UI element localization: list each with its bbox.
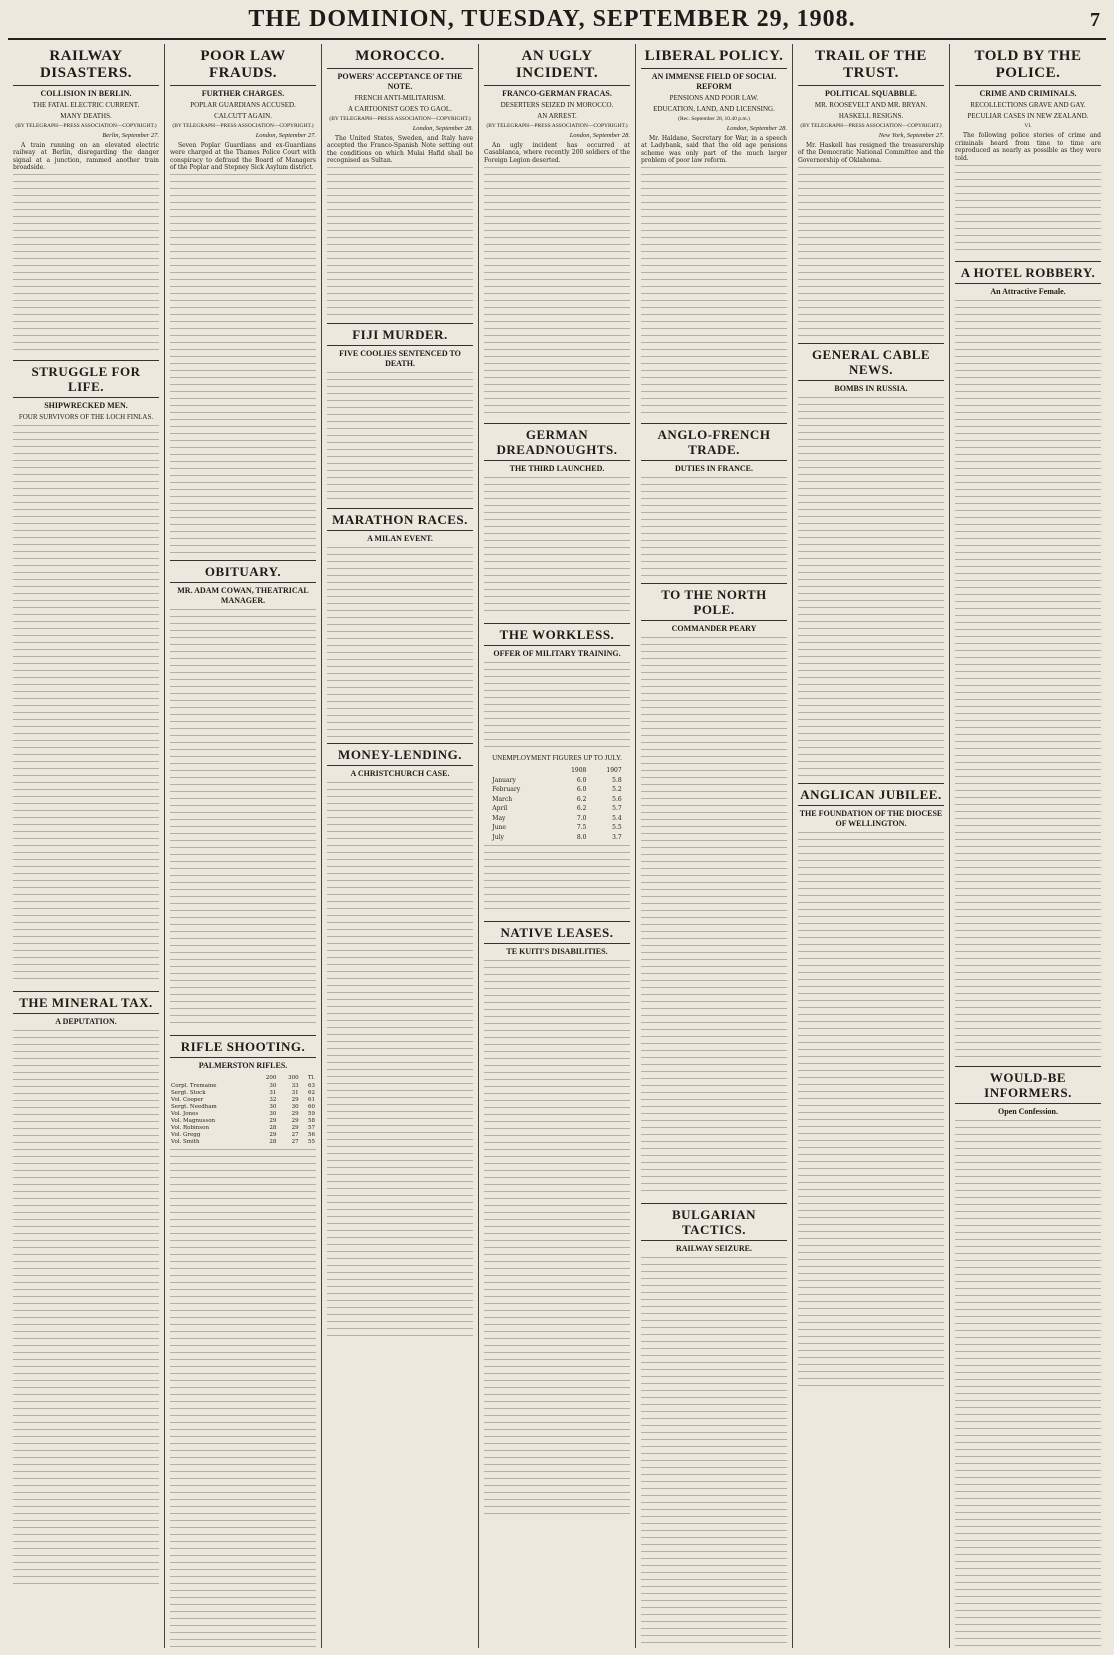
score-total: 60: [308, 1104, 315, 1111]
section-headline: GENERAL CABLE NEWS.: [798, 343, 944, 381]
section-headline: FIJI MURDER.: [327, 323, 473, 346]
columns: [8, 44, 1106, 1648]
body-text-block: [13, 174, 159, 354]
section-headline: STRUGGLE FOR LIFE.: [13, 360, 159, 398]
story-paragraph: The following police stories of crime and criminals heard from time to time are reproduced as nearly as possible as they were told.: [955, 132, 1101, 162]
unemployment-table: [491, 766, 622, 842]
story-headline: LIBERAL POLICY.: [641, 46, 787, 69]
body-text-block: [13, 1030, 159, 1590]
score-total: 56: [308, 1132, 315, 1139]
score-300: 31: [291, 1090, 299, 1097]
section-dek: A DEPUTATION.: [55, 1017, 117, 1027]
story-headline: MOROCCO.: [327, 46, 473, 69]
section-headline: RIFLE SHOOTING.: [170, 1035, 316, 1058]
unemployment-title: UNEMPLOYMENT FIGURES UP TO JULY.: [492, 754, 622, 763]
unemp-1908: 8.0: [576, 833, 587, 841]
score-200: 32: [269, 1097, 277, 1104]
body-text-block: [955, 300, 1101, 1060]
story-headline: RAILWAY DISASTERS.: [13, 46, 159, 86]
story-headline: TOLD BY THE POLICE.: [955, 46, 1101, 86]
score-300: 29: [291, 1097, 299, 1104]
body-text-block: [484, 960, 630, 1520]
unemp-head-month: [491, 766, 552, 776]
dateline: London, September 28.: [569, 132, 630, 140]
wire-credit: (BY TELEGRAPH—PRESS ASSOCIATION—COPYRIGHT.): [15, 123, 157, 129]
score-row: [170, 1132, 316, 1139]
body-text-block: [641, 1257, 787, 1648]
score-name: Vol. Cooper: [171, 1097, 204, 1104]
story-headline: POOR LAW FRAUDS.: [170, 46, 316, 86]
section-dek: MR. ADAM COWAN, THEATRICAL MANAGER.: [177, 586, 309, 606]
section-headline: NATIVE LEASES.: [484, 921, 630, 944]
story-subhead-2: CALCUTT AGAIN.: [214, 112, 272, 120]
story-dek: AN IMMENSE FIELD OF SOCIAL REFORM: [651, 72, 777, 91]
dateline: New York, September 27.: [878, 132, 944, 140]
masthead-title: THE DOMINION, TUESDAY, SEPTEMBER 29, 1908.: [248, 6, 856, 32]
unemp-1907: 5.4: [612, 814, 622, 822]
story-dek: FRANCO-GERMAN FRACAS.: [502, 89, 612, 98]
story-subhead-2: A CARTOONIST GOES TO GAOL.: [348, 105, 452, 113]
unemp-row: [491, 785, 622, 795]
story-dek: COLLISION IN BERLIN.: [40, 89, 132, 98]
score-300: 29: [291, 1111, 299, 1118]
section-dek: PALMERSTON RIFLES.: [198, 1061, 288, 1071]
score-row: [170, 1139, 316, 1146]
score-200: 28: [269, 1139, 277, 1146]
score-200: 29: [269, 1132, 277, 1139]
story-headline: TRAIL OF THE TRUST.: [798, 46, 944, 86]
score-300: 30: [291, 1104, 299, 1111]
wire-credit: (BY TELEGRAPH—PRESS ASSOCIATION—COPYRIGHT.): [329, 116, 471, 122]
score-200: 30: [269, 1111, 277, 1118]
wire-credit: (BY TELEGRAPH—PRESS ASSOCIATION—COPYRIGHT.): [172, 123, 314, 129]
score-row: [170, 1097, 316, 1104]
score-col-200: 200: [265, 1075, 277, 1082]
wire-credit: (BY TELEGRAPH—PRESS ASSOCIATION—COPYRIGHT.): [486, 123, 628, 129]
section-headline: ANGLICAN JUBILEE.: [798, 783, 944, 806]
body-text-block: [327, 547, 473, 737]
wire-credit: (Rec. September 28, 10.40 p.m.): [678, 116, 750, 122]
score-row: [170, 1090, 316, 1097]
score-300: 33: [291, 1083, 299, 1090]
score-total: 61: [308, 1097, 315, 1104]
story-subhead: MR. ROOSEVELT AND MR. BRYAN.: [814, 101, 928, 109]
unemp-1907: 5.5: [612, 824, 622, 832]
section-headline: THE MINERAL TAX.: [13, 991, 159, 1014]
story-dek: FURTHER CHARGES.: [201, 89, 285, 98]
wire-credit: (BY TELEGRAPH—PRESS ASSOCIATION—COPYRIGHT.): [800, 123, 942, 129]
unemp-head-1908: 1908: [571, 767, 587, 775]
section-headline: MONEY-LENDING.: [327, 743, 473, 766]
section-headline: OBITUARY.: [170, 560, 316, 583]
unemp-1908: 7.5: [576, 824, 587, 832]
score-row: [170, 1083, 316, 1090]
score-total: 62: [308, 1090, 315, 1097]
unemp-1907: 5.6: [612, 795, 622, 803]
unemp-1908: 6.2: [576, 795, 587, 803]
section-headline: THE WORKLESS.: [484, 623, 630, 646]
story-subhead-2: EDUCATION, LAND, AND LICENSING.: [653, 105, 775, 113]
story-dek: CRIME AND CRIMINALS.: [979, 89, 1077, 98]
score-table: [170, 1074, 316, 1146]
story-subhead: THE FATAL ELECTRIC CURRENT.: [32, 101, 140, 109]
story-paragraph: A train running on an elevated electric railway at Berlin, disregarding the danger signal at a junction, rammed another train broadside.: [13, 141, 159, 172]
unemp-1908: 6.0: [576, 776, 587, 784]
story-subhead-2: AN ARREST.: [537, 112, 577, 120]
dateline: Berlin, September 27.: [102, 132, 159, 140]
unemp-header: [491, 766, 622, 776]
unemp-1907: 5.2: [612, 786, 622, 794]
body-text-block: [955, 1120, 1101, 1648]
score-name: Vol. Jones: [171, 1111, 199, 1118]
column-poor-law-frauds: [165, 44, 322, 1648]
story-dek: POLITICAL SQUABBLE.: [824, 89, 918, 98]
body-text-block: [484, 845, 630, 915]
section-dek: THE THIRD LAUNCHED.: [509, 464, 605, 474]
column-railway-disasters: [8, 44, 165, 1648]
score-200: 30: [269, 1083, 277, 1090]
story-subhead: RECOLLECTIONS GRAVE AND GAY.: [970, 101, 1086, 109]
body-text-block: [327, 372, 473, 502]
unemp-1908: 6.0: [576, 786, 587, 794]
body-text-block: [798, 397, 944, 777]
section-dek: BOMBS IN RUSSIA.: [834, 384, 908, 394]
column-trail-of-the-trust: [793, 44, 950, 1648]
section-dek: RAILWAY SEIZURE.: [675, 1244, 753, 1254]
story-subhead-2: MANY DEATHS.: [60, 112, 112, 120]
column-liberal-policy: [636, 44, 793, 1648]
score-name: Vol. Smith: [171, 1139, 200, 1146]
page-number: 7: [1089, 9, 1100, 31]
score-table-header: [170, 1074, 316, 1083]
body-text-block: [170, 1149, 316, 1648]
story-subhead: FRENCH ANTI-MILITARISM.: [354, 94, 446, 102]
section-dek: OFFER OF MILITARY TRAINING.: [493, 649, 621, 659]
section-headline: TO THE NORTH POLE.: [641, 583, 787, 621]
score-total: 55: [308, 1139, 315, 1146]
section-headline: GERMAN DREADNOUGHTS.: [484, 423, 630, 461]
unemp-row: [491, 823, 622, 833]
score-total: 59: [308, 1111, 315, 1118]
unemp-month: March: [492, 795, 513, 803]
score-name: Sergt. Needham: [171, 1104, 217, 1111]
story-dek: POWERS' ACCEPTANCE OF THE NOTE.: [337, 72, 463, 91]
unemp-month: June: [492, 824, 506, 832]
section-headline: BULGARIAN TACTICS.: [641, 1203, 787, 1241]
section-headline: ANGLO-FRENCH TRADE.: [641, 423, 787, 461]
unemp-row: [491, 814, 622, 824]
section-subhead: FOUR SURVIVORS OF THE LOCH FINLAS.: [18, 413, 154, 422]
body-text-block: [170, 174, 316, 554]
body-text-block: [13, 425, 159, 985]
story-paragraph: Mr. Haskell has resigned the treasurership of the Democratic National Committee and the Governorship of Oklahoma.: [798, 141, 944, 164]
score-total: 57: [308, 1125, 315, 1132]
section-dek: DUTIES IN FRANCE.: [674, 464, 753, 474]
unemp-month: July: [492, 833, 504, 841]
body-text-block: [641, 637, 787, 1197]
body-text-block: [641, 167, 787, 417]
column-morocco: [322, 44, 479, 1648]
body-text-block: [170, 609, 316, 1029]
score-name: Vol. Magnusson: [171, 1118, 216, 1125]
dateline: London, September 28.: [412, 125, 473, 133]
score-200: 28: [269, 1125, 277, 1132]
section-dek: A CHRISTCHURCH CASE.: [350, 769, 450, 779]
score-row: [170, 1118, 316, 1125]
body-text-block: [327, 167, 473, 317]
section-headline: MARATHON RACES.: [327, 508, 473, 531]
body-text-block: [484, 167, 630, 417]
score-300: 29: [291, 1125, 299, 1132]
unemp-month: April: [492, 805, 508, 813]
story-subhead-2: HASKELL RESIGNS.: [838, 112, 904, 120]
score-row: [170, 1125, 316, 1132]
section-headline: WOULD-BE INFORMERS.: [955, 1066, 1101, 1104]
unemp-month: May: [492, 814, 506, 822]
story-subhead: POPLAR GUARDIANS ACCUSED.: [190, 101, 296, 109]
body-text-block: [327, 782, 473, 1342]
body-text-block: [798, 832, 944, 1392]
unemp-1908: 7.0: [576, 814, 587, 822]
unemp-row: [491, 804, 622, 814]
story-paragraph: Mr. Haldane, Secretary for War, in a speech at Ladybank, said that the old age pensions scheme was only part of the much larger problem of poor law reform.: [641, 134, 787, 165]
score-200: 30: [269, 1104, 277, 1111]
score-300: 27: [291, 1132, 299, 1139]
section-dek: FIVE COOLIES SENTENCED TO DEATH.: [339, 349, 461, 369]
dateline: London, September 28.: [726, 125, 787, 133]
unemp-row: [491, 776, 622, 786]
score-col-300: 300: [288, 1075, 299, 1082]
unemp-month: January: [492, 776, 516, 784]
dateline: London, September 27.: [255, 132, 316, 140]
section-dek: A MILAN EVENT.: [367, 534, 433, 544]
column-ugly-incident: [479, 44, 636, 1648]
section-dek: SHIPWRECKED MEN.: [44, 401, 128, 411]
score-300: 27: [291, 1139, 299, 1146]
score-col-name: [170, 1074, 255, 1083]
score-row: [170, 1111, 316, 1118]
score-total: 63: [308, 1083, 315, 1090]
body-text-block: [798, 167, 944, 337]
score-name: Vol. Gregg: [171, 1132, 201, 1139]
score-col-total: Tl.: [307, 1075, 315, 1082]
score-name: Sergt. Stock: [171, 1090, 206, 1097]
unemp-month: February: [492, 786, 521, 794]
unemp-1907: 5.8: [612, 776, 622, 784]
masthead: [8, 6, 1106, 40]
body-text-block: [641, 477, 787, 577]
story-subhead-2: PECULIAR CASES IN NEW ZEALAND.: [967, 112, 1089, 120]
body-text-block: [484, 662, 630, 752]
story-paragraph: The United States, Sweden, and Italy have accepted the Franco-Spanish Note setting out the conditions on which Mulai Hafid shall be recognised as Sultan.: [327, 134, 473, 165]
unemp-1907: 3.7: [612, 833, 622, 841]
series-number: VI.: [1024, 123, 1032, 129]
score-200: 31: [269, 1090, 277, 1097]
score-300: 29: [291, 1118, 299, 1125]
unemp-1907: 5.7: [612, 805, 622, 813]
section-dek: COMMANDER PEARY: [671, 624, 757, 634]
score-name: Corpl. Tremaine: [171, 1083, 217, 1090]
score-200: 29: [269, 1118, 277, 1125]
section-dek: THE FOUNDATION OF THE DIOCESE OF WELLINGTON.: [799, 809, 943, 829]
story-headline: AN UGLY INCIDENT.: [484, 46, 630, 86]
column-told-by-the-police: [950, 44, 1106, 1648]
unemp-1908: 6.2: [576, 805, 587, 813]
section-headline: A HOTEL ROBBERY.: [955, 261, 1101, 284]
story-subhead: DESERTERS SEIZED IN MOROCCO.: [500, 101, 614, 109]
section-dek: TE KUITI'S DISABILITIES.: [506, 947, 608, 957]
unemp-row: [491, 833, 622, 843]
unemp-row: [491, 795, 622, 805]
score-row: [170, 1104, 316, 1111]
body-text-block: [484, 477, 630, 617]
score-name: Vol. Robinson: [171, 1125, 209, 1132]
score-total: 58: [308, 1118, 315, 1125]
story-paragraph: An ugly incident has occurred at Casablanca, where recently 200 soldiers of the Foreign Legion deserted.: [484, 141, 630, 164]
section-dek: Open Confession.: [997, 1107, 1058, 1117]
body-text-block: [955, 165, 1101, 255]
section-dek: An Attractive Female.: [990, 287, 1066, 297]
story-subhead: PENSIONS AND POOR LAW.: [669, 94, 759, 102]
story-paragraph: Seven Poplar Guardians and ex-Guardians were charged at the Thames Police Court with conspiracy to defraud the Board of Managers of the Poplar and Stepney Sick Asylum district.: [170, 141, 316, 172]
unemp-head-1907: 1907: [606, 767, 622, 775]
